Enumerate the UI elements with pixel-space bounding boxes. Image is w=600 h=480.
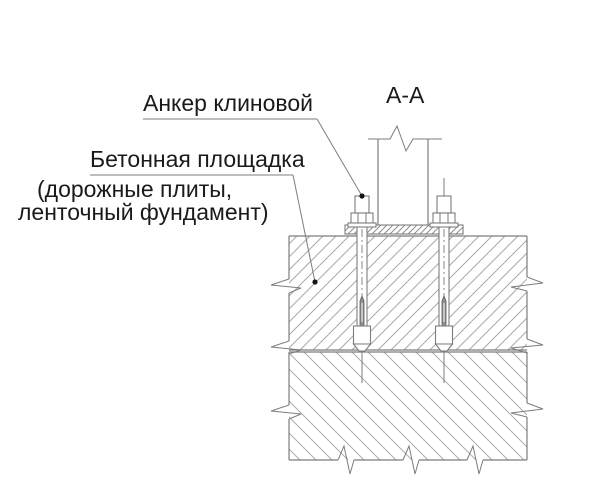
washer — [348, 223, 376, 227]
expansion-sleeve — [436, 326, 453, 344]
bolt-stud — [437, 196, 451, 213]
leader-dot — [359, 193, 364, 198]
leader-dot — [312, 279, 317, 284]
concrete-note-line2: ленточный фундамент) — [18, 199, 269, 225]
callout-anchor-label: Анкер клиновой — [143, 90, 314, 116]
concrete-slab-upper — [271, 236, 543, 354]
hex-nut — [351, 213, 373, 223]
foundation-lower — [271, 352, 543, 474]
expansion-sleeve — [354, 326, 371, 344]
section-title: А-А — [386, 82, 425, 108]
hex-nut — [433, 213, 455, 223]
steel-column — [368, 126, 442, 225]
leader-line — [317, 119, 362, 196]
washer — [430, 223, 458, 227]
column-break-mark — [368, 126, 442, 151]
concrete-note-line1: (дорожные плиты, — [37, 176, 233, 202]
callout-concrete-label: Бетонная площадка — [90, 146, 305, 172]
